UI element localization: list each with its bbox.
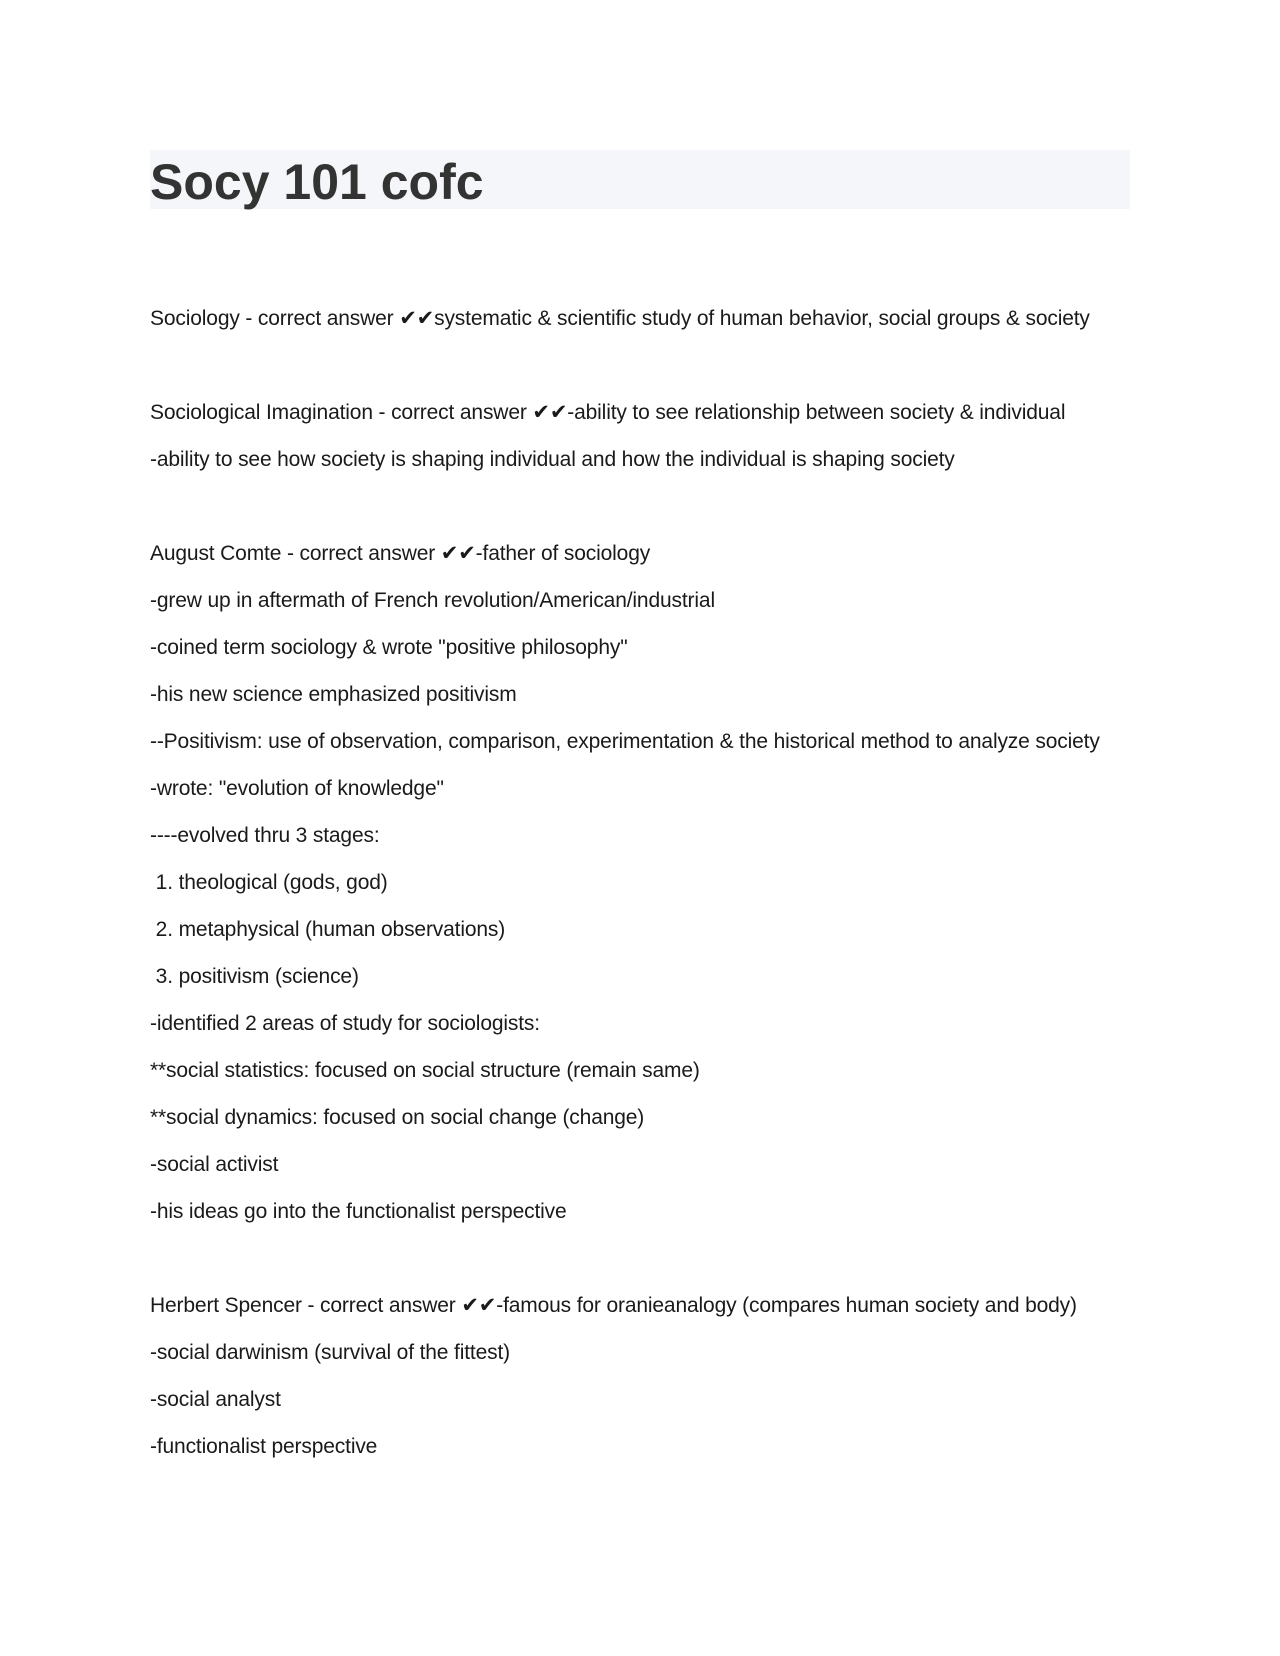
- qa-entry: [150, 389, 1130, 483]
- entry-term-line: Sociological Imagination - correct answer ✔✔-ability to see relationship between society & individual: [150, 401, 1066, 424]
- qa-entry: [150, 530, 1130, 1235]
- entry-detail-line: -his new science emphasized positivism: [150, 683, 517, 706]
- entry-detail-line: **social dynamics: focused on social change (change): [150, 1106, 645, 1129]
- entry-detail-line: -wrote: "evolution of knowledge": [150, 777, 444, 800]
- entry-detail-line: 3. positivism (science): [150, 965, 359, 988]
- entry-detail-line: -functionalist perspective: [150, 1435, 378, 1458]
- entry-detail-line: -social activist: [150, 1153, 279, 1176]
- title-banner: [150, 150, 1130, 209]
- entry-detail-line: -grew up in aftermath of French revolution/American/industrial: [150, 589, 715, 612]
- entry-detail-line: 2. metaphysical (human observations): [150, 918, 506, 941]
- entry-term-line: Herbert Spencer - correct answer ✔✔-famous for oranieanalogy (compares human society and body): [150, 1294, 1077, 1317]
- document-body: [150, 295, 1130, 1470]
- document-page: [150, 150, 1130, 1517]
- entry-detail-line: -social analyst: [150, 1388, 281, 1411]
- entry-detail-line: -his ideas go into the functionalist perspective: [150, 1200, 567, 1223]
- entry-term-line: August Comte - correct answer ✔✔-father of sociology: [150, 542, 651, 565]
- entry-detail-line: **social statistics: focused on social structure (remain same): [150, 1059, 700, 1082]
- entry-detail-line: --Positivism: use of observation, comparison, experimentation & the historical method to analyze society: [150, 730, 1100, 753]
- entry-detail-line: -social darwinism (survival of the fittest): [150, 1341, 510, 1364]
- entry-detail-line: 1. theological (gods, god): [150, 871, 388, 894]
- entry-detail-line: -coined term sociology & wrote "positive philosophy": [150, 636, 628, 659]
- entry-detail-line: -identified 2 areas of study for sociologists:: [150, 1012, 540, 1035]
- entry-term-line: Sociology - correct answer ✔✔systematic & scientific study of human behavior, social groups & society: [150, 307, 1090, 330]
- entry-detail-line: ----evolved thru 3 stages:: [150, 824, 380, 847]
- document-title: Socy 101 cofc: [150, 153, 484, 210]
- entry-detail-line: -ability to see how society is shaping individual and how the individual is shaping society: [150, 448, 955, 471]
- qa-entry: [150, 1282, 1130, 1470]
- qa-entry: [150, 295, 1130, 342]
